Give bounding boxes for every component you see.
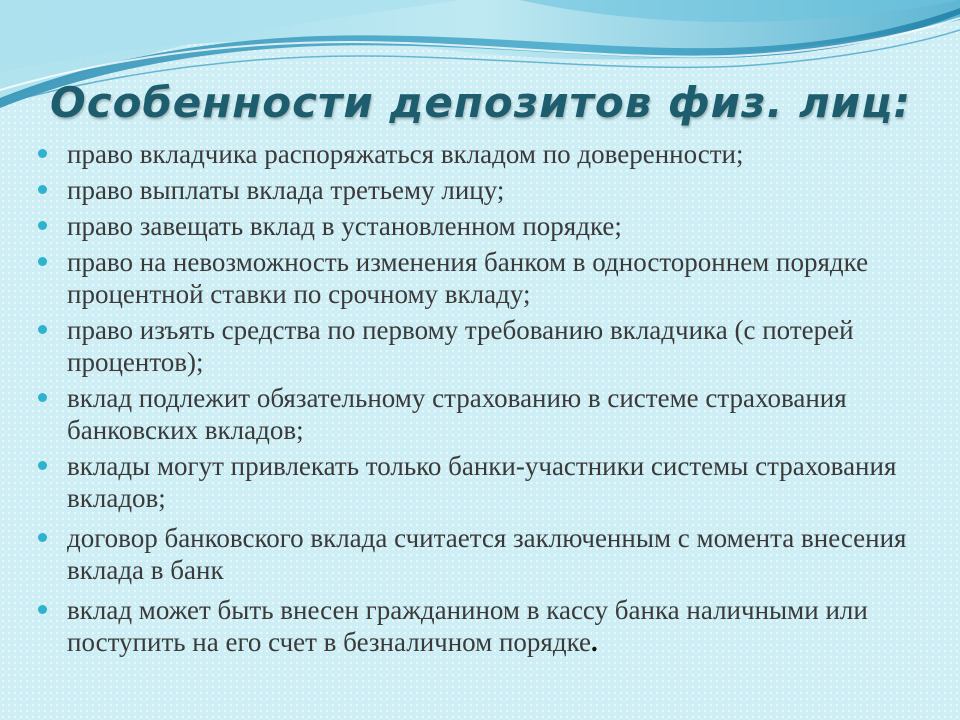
list-item — [38, 450, 943, 514]
list-item — [38, 382, 943, 446]
list-item-text: вклад может быть внесен гражданином в кассу банка наличными или поступить на его счет в безналичном порядке — [67, 595, 868, 657]
bullet-dot-icon — [38, 185, 47, 194]
list-item-text: право вкладчика распоряжаться вкладом по доверенности; — [67, 139, 744, 169]
bullet-dot-icon — [38, 533, 47, 542]
list-item — [38, 246, 943, 310]
list-item — [38, 594, 943, 658]
list-item-text: право завещать вклад в установленном порядке; — [67, 211, 622, 241]
list-item — [38, 314, 943, 378]
bullet-dot-icon — [38, 393, 47, 402]
list-item-text: договор банковского вклада считается заключенным с момента внесения вклада в банк — [67, 523, 907, 585]
final-period: . — [591, 627, 598, 657]
list-item-text: право изъять средства по первому требованию вкладчика (с потерей процентов); — [67, 315, 854, 377]
bullet-dot-icon — [38, 221, 47, 230]
list-item-text: право на невозможность изменения банком в одностороннем порядке процентной ставки по срочному вкладу; — [67, 247, 869, 309]
bullet-list — [38, 138, 943, 662]
list-item-text: вклад подлежит обязательному страхованию в системе страхования банковских вкладов; — [67, 383, 847, 445]
list-item-text: право выплаты вклада третьему лицу; — [67, 175, 505, 205]
list-item — [38, 522, 943, 586]
list-item — [38, 174, 943, 206]
slide-title: Особенности депозитов физ. лиц: — [50, 78, 912, 127]
list-item-text: вклады могут привлекать только банки-участники системы страхования вкладов; — [67, 451, 897, 513]
bullet-dot-icon — [38, 325, 47, 334]
bullet-dot-icon — [38, 257, 47, 266]
bullet-dot-icon — [38, 605, 47, 614]
bullet-dot-icon — [38, 461, 47, 470]
list-item — [38, 210, 943, 242]
list-item — [38, 138, 943, 170]
bullet-dot-icon — [38, 149, 47, 158]
